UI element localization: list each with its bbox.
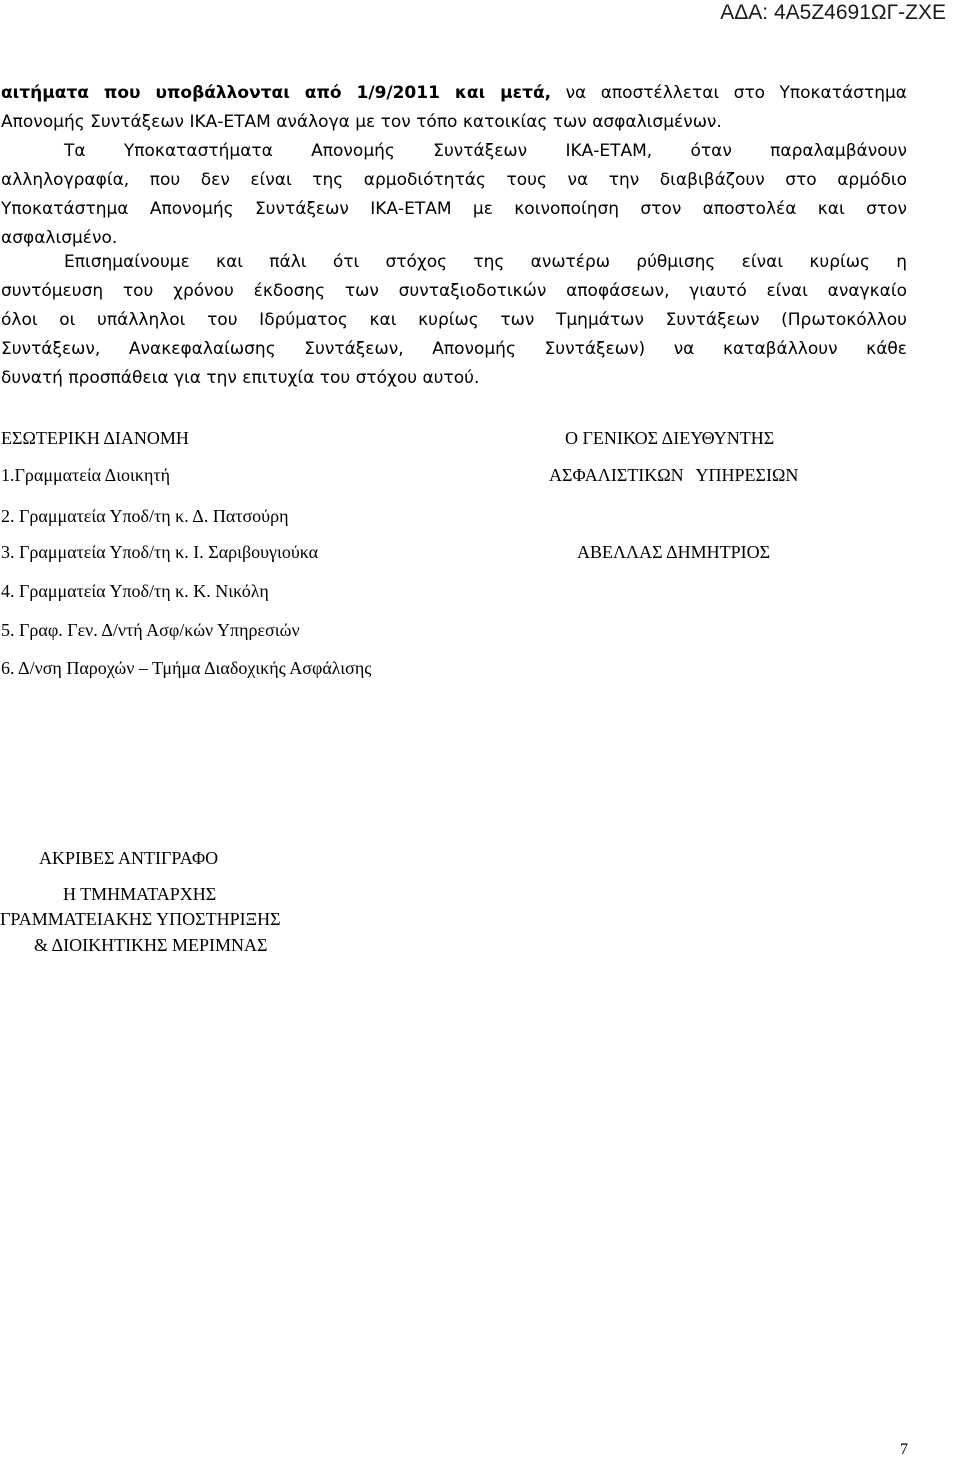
distribution-item: 4. Γραμματεία Υποδ/τη κ. Κ. Νικόλη: [1, 581, 269, 601]
paragraph-1: [1, 79, 907, 137]
distribution-item: 3. Γραμματεία Υποδ/τη κ. Ι. Σαριβουγιούκα: [1, 542, 319, 562]
paragraph-2-line-3: Υποκατάστημα Απονομής Συντάξεων ΙΚΑ-ΕΤΑΜ με κοινοποίηση στον αποστολέα και στον: [1, 199, 907, 219]
bold-text: αιτήματα που υποβάλλονται από 1/9/2011 και μετά,: [1, 83, 552, 103]
certifier-title-line-3: & ΔΙΟΙΚΗΤΙΚΗΣ ΜΕΡΙΜΝΑΣ: [34, 935, 268, 955]
certifier-title-line-2: ΓΡΑΜΜΑΤΕΙΑΚΗΣ ΥΠΟΣΤΗΡΙΞΗΣ: [0, 909, 281, 929]
distribution-item: 2. Γραμματεία Υποδ/τη κ. Δ. Πατσούρη: [1, 506, 289, 526]
paragraph-3-line-4: Συντάξεων, Ανακεφαλαίωσης Συντάξεων, Απονομής Συντάξεων) να καταβάλλουν κάθε: [1, 339, 907, 359]
paragraph-3-line-5: δυνατή προσπάθεια για την επιτυχία του στόχου αυτού.: [1, 368, 480, 388]
ada-code: ΑΔΑ: 4Α5Ζ4691ΩΓ-ΖΧΕ: [720, 1, 946, 24]
exact-copy-label: ΑΚΡΙΒΕΣ ΑΝΤΙΓΡΑΦΟ: [39, 848, 219, 868]
page-number: 7: [900, 1441, 908, 1458]
signatory-title-line-1: Ο ΓΕΝΙΚΟΣ ΔΙΕΥΘΥΝΤΗΣ: [565, 428, 775, 448]
paragraph-1-line-1: [1, 79, 907, 108]
signatory-name: ΑΒΕΛΛΑΣ ΔΗΜΗΤΡΙΟΣ: [577, 542, 771, 562]
certifier-title-line-1: Η ΤΜΗΜΑΤΑΡΧΗΣ: [63, 884, 217, 904]
paragraph-2-line-4: ασφαλισμένο.: [1, 228, 118, 248]
paragraph-3-line-3: όλοι οι υπάλληλοι του Ιδρύματος και κυρίως των Τμημάτων Συντάξεων (Πρωτοκόλλου: [1, 310, 907, 330]
distribution-item: 5. Γραφ. Γεν. Δ/ντή Ασφ/κών Υπηρεσιών: [1, 620, 300, 640]
paragraph-1-line-1-rest: να αποστέλλεται στο Υποκατάστημα: [551, 83, 907, 103]
distribution-item: 1.Γραμματεία Διοικητή: [1, 465, 171, 485]
distribution-heading: ΕΣΩΤΕΡΙΚΗ ΔΙΑΝΟΜΗ: [1, 428, 189, 448]
paragraph-3-line-1: Επισημαίνουμε και πάλι ότι στόχος της ανωτέρω ρύθμισης είναι κυρίως η: [64, 252, 907, 272]
paragraph-3: [1, 248, 907, 393]
paragraph-1-line-2: Απονομής Συντάξεων ΙΚΑ-ΕΤΑΜ ανάλογα με τον τόπο κατοικίας των ασφαλισμένων.: [1, 112, 722, 132]
paragraph-3-line-2: συντόμευση του χρόνου έκδοσης των συνταξιοδοτικών αποφάσεων, γιαυτό είναι αναγκαίο: [1, 281, 907, 301]
distribution-item: 6. Δ/νση Παροχών – Τμήμα Διαδοχικής Ασφάλισης: [1, 658, 372, 678]
signatory-title-line-2: ΑΣΦΑΛΙΣΤΙΚΩΝ ΥΠΗΡΕΣΙΩΝ: [549, 465, 799, 485]
paragraph-2: [1, 137, 907, 253]
paragraph-2-line-2: αλληλογραφία, που δεν είναι της αρμοδιότητάς τους να την διαβιβάζουν στο αρμόδιο: [1, 170, 907, 190]
paragraph-2-line-1: Τα Υποκαταστήματα Απονομής Συντάξεων ΙΚΑ-ΕΤΑΜ, όταν παραλαμβάνουν: [64, 141, 907, 161]
